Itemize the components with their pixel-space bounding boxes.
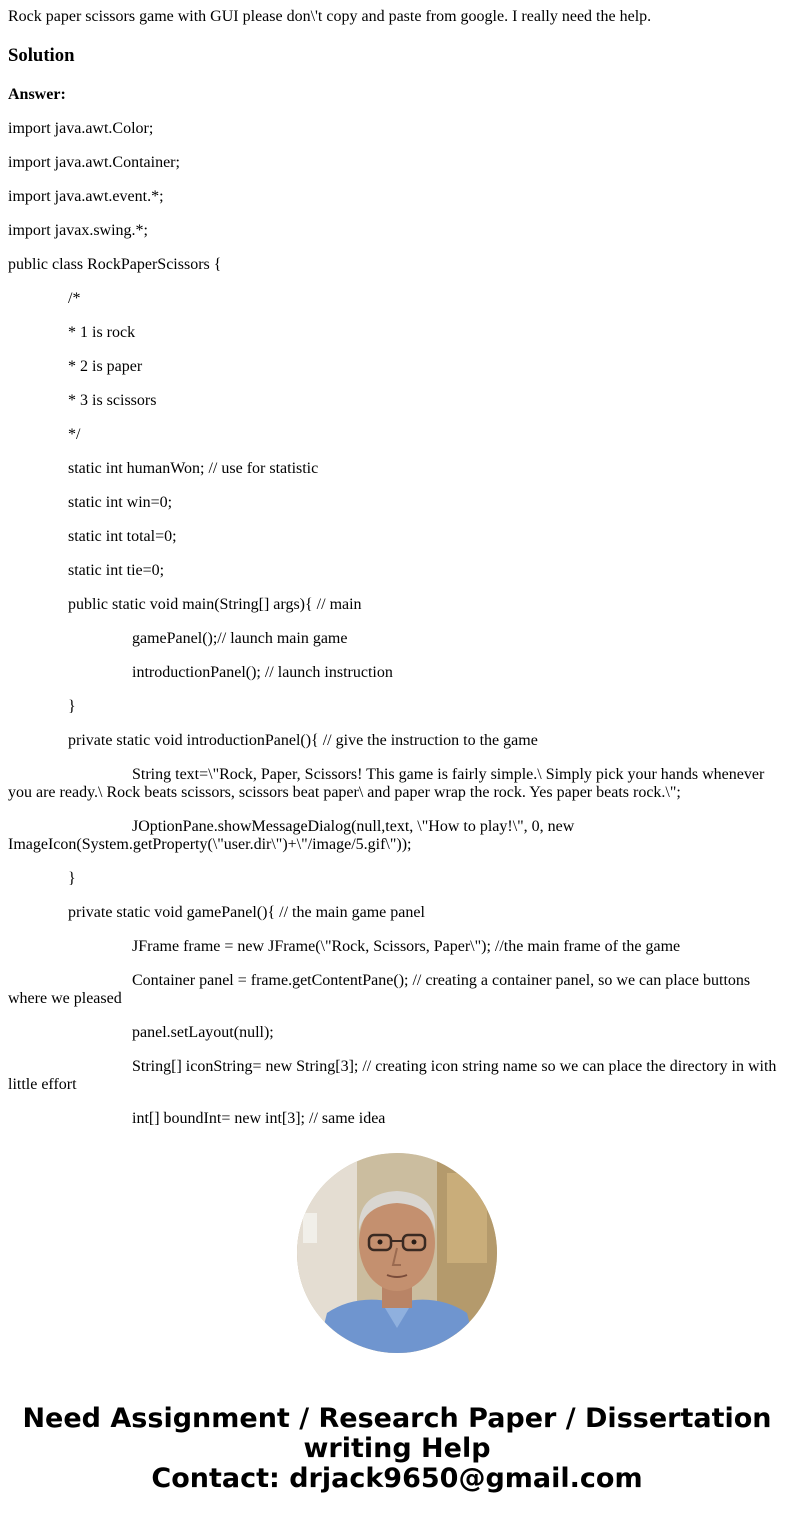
author-avatar	[297, 1153, 497, 1353]
promo-banner	[0, 1404, 794, 1494]
code-block	[8, 120, 786, 1126]
code-line: static int win=0;	[68, 494, 173, 511]
code-line: }	[68, 698, 76, 715]
code-line: import java.awt.Color;	[8, 120, 154, 137]
code-line: JFrame frame = new JFrame(\"Rock, Scissors, Paper\"); //the main frame of the game	[132, 938, 681, 955]
code-line: static int tie=0;	[68, 562, 165, 579]
promo-line-1: Need Assignment / Research Paper / Dissertation	[22, 1403, 772, 1434]
code-line: }	[68, 870, 76, 887]
code-line: String text=\"Rock, Paper, Scissors! This game is fairly simple.\ Simply pick your hands whenever you are ready.\ Rock beats scissors, scissors beat paper\ and paper wrap the rock. Yes paper beats rock.\";	[8, 766, 765, 801]
code-line: * 1 is rock	[68, 324, 136, 341]
code-line: Container panel = frame.getContentPane(); // creating a container panel, so we can place buttons where we pleased	[8, 972, 751, 1007]
code-line: JOptionPane.showMessageDialog(null,text, \"How to play!\", 0, new ImageIcon(System.getProperty(\"user.dir\")+\"/image/5.gif\"));	[8, 818, 575, 853]
code-line: public static void main(String[] args){ // main	[68, 596, 362, 613]
solution-heading: Solution	[8, 45, 75, 66]
promo-line-3: Contact: drjack9650@gmail.com	[151, 1463, 643, 1494]
code-line: int[] boundInt= new int[3]; // same idea	[132, 1110, 386, 1126]
code-line: private static void introductionPanel(){ // give the instruction to the game	[68, 732, 538, 749]
document-body	[8, 0, 786, 1126]
code-line: private static void gamePanel(){ // the main game panel	[68, 904, 425, 921]
author-photo	[297, 1153, 497, 1353]
code-line: */	[68, 426, 81, 443]
code-line: static int humanWon; // use for statistic	[68, 460, 319, 477]
code-line: gamePanel();// launch main game	[132, 630, 348, 647]
code-line: String[] iconString= new String[3]; // creating icon string name so we can place the directory in with little effort	[8, 1058, 777, 1093]
code-line: static int total=0;	[68, 528, 177, 545]
code-line: introductionPanel(); // launch instruction	[132, 664, 393, 681]
code-line: * 3 is scissors	[68, 392, 157, 409]
code-line: * 2 is paper	[68, 358, 143, 375]
code-line: import java.awt.Container;	[8, 154, 180, 171]
code-line: import java.awt.event.*;	[8, 188, 164, 205]
promo-line-2: writing Help	[303, 1433, 491, 1464]
answer-label: Answer:	[8, 86, 66, 103]
code-line: /*	[68, 290, 81, 307]
code-line: public class RockPaperScissors {	[8, 256, 222, 273]
code-line: import javax.swing.*;	[8, 222, 148, 239]
question-text: Rock paper scissors game with GUI please don\'t copy and paste from google. I really need the help.	[8, 8, 652, 25]
code-line: panel.setLayout(null);	[132, 1024, 274, 1041]
